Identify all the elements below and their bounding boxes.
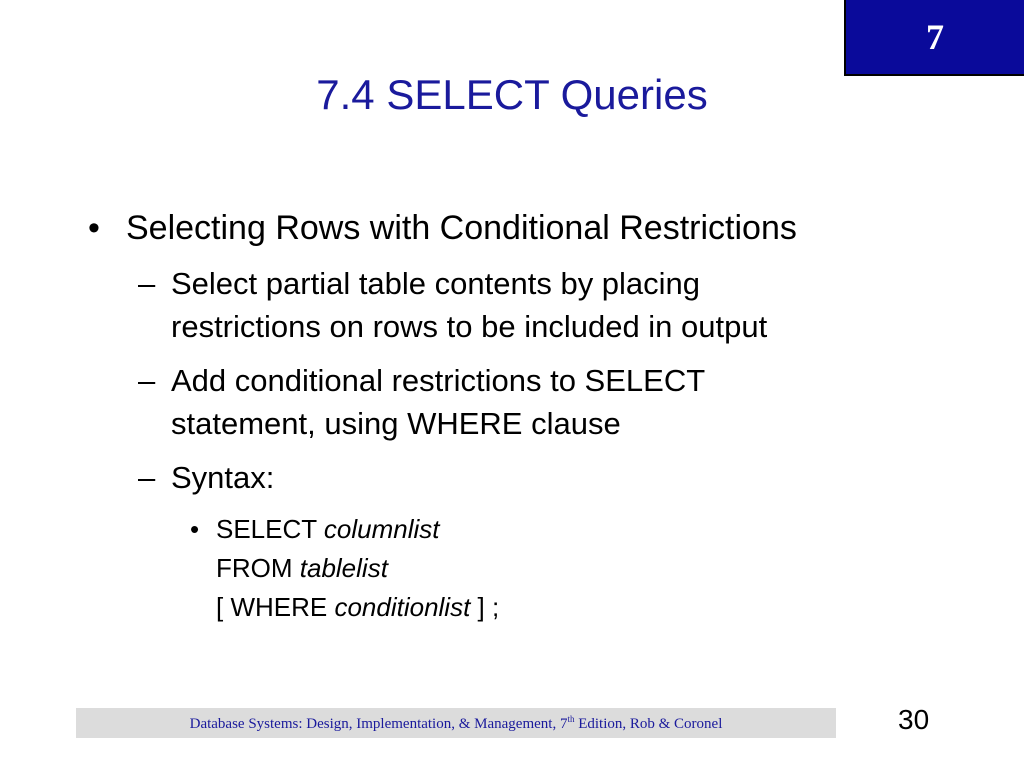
syntax-line-select [216, 510, 499, 549]
slide-title: 7.4 SELECT Queries [316, 71, 708, 118]
keyword-select: SELECT [216, 514, 324, 544]
footer-text-main: Database Systems: Design, Implementation, & Management, 7 [189, 715, 568, 732]
chapter-number: 7 [926, 17, 944, 57]
footer-text-end: Edition, Rob & Coronel [574, 715, 723, 732]
footer-superscript: th [567, 713, 575, 724]
syntax-line-where [216, 588, 499, 627]
footer-text [190, 714, 723, 733]
sub-bullet-2 [138, 359, 705, 445]
dash-icon: – [138, 363, 156, 398]
bullet-main-text: Selecting Rows with Conditional Restrictions [126, 209, 797, 247]
bullet-main [88, 206, 797, 250]
syntax-block [190, 510, 499, 627]
keyword-where: [ WHERE [216, 592, 335, 622]
arg-conditionlist: conditionlist [334, 592, 471, 622]
arg-columnlist: columnlist [323, 514, 440, 544]
sub-bullet-3 [138, 456, 274, 499]
keyword-from: FROM [216, 553, 300, 583]
syntax-line-from [216, 549, 499, 588]
chapter-number-box [844, 0, 1024, 76]
sub-bullet-3-text: Syntax: [171, 460, 275, 495]
page-number: 30 [898, 704, 930, 735]
bullet-dot-icon: • [190, 514, 200, 544]
sub-bullet-1 [138, 262, 767, 348]
sub-bullet-1-text: Select partial table contents by placing restrictions on rows to be included in output [171, 266, 768, 344]
dash-icon: – [138, 266, 156, 301]
syntax-end: ] ; [470, 592, 500, 622]
dash-icon: – [138, 460, 156, 495]
footer-bar [76, 708, 836, 738]
bullet-dot-icon: • [88, 209, 100, 247]
arg-tablelist: tablelist [299, 553, 388, 583]
sub-bullet-2-text: Add conditional restrictions to SELECT statement, using WHERE clause [171, 363, 706, 441]
